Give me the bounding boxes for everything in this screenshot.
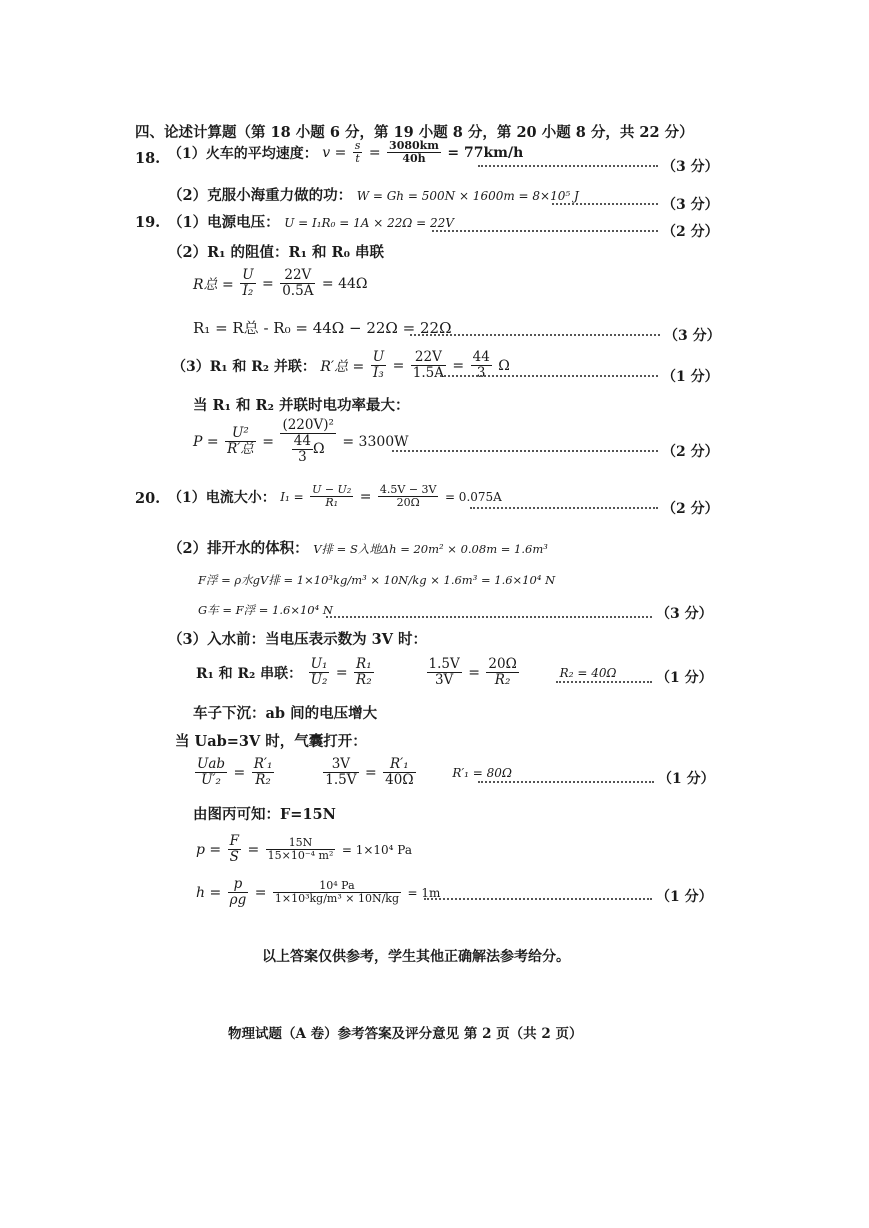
- q19-p3-label: （3）R₁ 和 R₂ 并联：: [172, 358, 316, 375]
- q20-p3-fraction-a: $\frac{\text{U₁}}{\text{U₂}}$: [310, 656, 328, 688]
- q19-p1-leader: [432, 230, 658, 232]
- q18-p1-fraction-1: $\frac{s}{t}$: [354, 139, 361, 165]
- q20-p3-equals-c: =: [468, 664, 480, 681]
- q20-p1-equals: =: [359, 488, 372, 505]
- q20-p1-fraction-2: $\frac{4.5V - 3V}{20\Omega}$: [379, 483, 437, 509]
- q20-p3-score-3: （1 分）: [656, 889, 713, 905]
- q20-p2-score: （3 分）: [656, 606, 713, 622]
- q20-p3-h-result: = 1m: [407, 885, 441, 900]
- q19-p3-p-fraction-1: $\frac{\text{U²}}{\text{R′总}}$: [227, 425, 254, 457]
- q19-p2-leader: [410, 334, 660, 336]
- q19-p2-lhs: R总 =: [193, 276, 234, 293]
- q19-p1-formula: U = I₁R₀ = 1A × 22Ω = 22V: [284, 216, 454, 230]
- q20-p3-equals-g: =: [364, 764, 377, 781]
- q19-p3-fraction-3: $\frac{44}{3}$: [472, 349, 490, 381]
- q20-p3-h-lhs: h =: [196, 884, 222, 901]
- q20-p3-fraction-h: $\frac{\text{R′₁}}{40\Omega}$: [385, 756, 414, 788]
- q19-p3-note: 当 R₁ 和 R₂ 并联时电功率最大：: [193, 397, 410, 414]
- q20-p3-leader-3: [424, 898, 652, 900]
- q20-p3-p-lhs: p =: [196, 841, 222, 858]
- q20-p3-score-1: （1 分）: [656, 670, 713, 686]
- q19-part1: [168, 214, 454, 232]
- q19-p2-rtotal: [193, 268, 368, 299]
- q19-p2-label: （2）R₁ 的阻值：R₁ 和 R₀ 串联: [168, 244, 384, 261]
- q19-p2-r1: R₁ = R总 - R₀ = 44Ω − 22Ω = 22Ω: [193, 319, 452, 337]
- q18-p1-leader: [478, 165, 658, 167]
- q18-part2: [168, 187, 579, 205]
- q19-p3-leader: [440, 375, 658, 377]
- q20-p2-formula: V排 = S入地Δh = 20m² × 0.08m = 1.6m³: [313, 542, 548, 556]
- q20-part2: [168, 540, 548, 558]
- footer-page-info: 物理试题（A 卷）参考答案及评分意见 第 2 页（共 2 页）: [228, 1026, 583, 1042]
- q20-p3-figure: 由图丙可知：F=15N: [193, 806, 336, 823]
- q20-p1-fraction-1: $\frac{\text{U − U₂}}{\text{R₁}}$: [312, 483, 352, 509]
- q19-p3-fraction-2: $\frac{22V}{1.5A}$: [412, 349, 444, 381]
- q20-p1-score: （2 分）: [662, 501, 719, 517]
- q18-p1-result: = 77km/h: [447, 144, 524, 161]
- q19-p3-power: [193, 418, 409, 465]
- q19-p1-score: （2 分）: [662, 224, 719, 240]
- q20-p3-label: （3）入水前：当电压表示数为 3V 时：: [168, 631, 428, 648]
- q20-p3-fraction-d: $\frac{20\Omega}{\text{R₂}}$: [488, 656, 517, 688]
- q20-p3-leader-1: [556, 681, 652, 683]
- q20-p3-p-fraction-2: $\frac{15N}{\text{15×10⁻⁴ m²}}$: [267, 836, 334, 862]
- q20-part1: [168, 484, 502, 509]
- q20-p3-h-fraction-2: $\frac{\text{10⁴ Pa}}{\text{1×10³kg/m³ × 10N/kg}}$: [274, 879, 400, 905]
- q18-p1-label: （1）火车的平均速度：: [168, 145, 318, 162]
- q20-p1-label: （1）电流大小：: [168, 489, 276, 506]
- section-title: 四、论述计算题（第 18 小题 6 分，第 19 小题 8 分，第 20 小题 8 分，共 22 分）: [135, 124, 694, 141]
- q19-p3-p-result: = 3300W: [342, 433, 409, 450]
- q18-p1-score: （3 分）: [662, 159, 719, 175]
- q20-p3-h-fraction-1: $\frac{p}{\rho g}$: [229, 876, 247, 908]
- q18-p2-score: （3 分）: [662, 197, 719, 213]
- q20-p3-r2: R₂ = 40Ω: [559, 665, 617, 680]
- q19-number: 19.: [135, 214, 161, 231]
- q20-p2-leader: [326, 616, 652, 618]
- q20-p3-h-equals: =: [254, 884, 267, 901]
- q18-number: 18.: [135, 150, 161, 167]
- q20-p3-p-fraction-1: $\frac{F}{S}$: [229, 833, 239, 865]
- q20-p2-label: （2）排开水的体积：: [168, 540, 309, 557]
- q19-p3-lhs: R′总 =: [320, 358, 365, 375]
- q19-p3-p-score: （2 分）: [662, 444, 719, 460]
- q19-p3-score: （1 分）: [662, 369, 719, 385]
- q18-p1-equals: =: [368, 144, 381, 161]
- q20-p3-fraction-f: $\frac{\text{R′₁}}{\text{R₂}}$: [253, 756, 273, 788]
- q19-p2-fraction-2: $\frac{22V}{0.5A}$: [282, 267, 314, 299]
- q19-p3-p-equals: =: [262, 433, 274, 450]
- q20-p3-p-result: = 1×10⁴ Pa: [341, 842, 412, 857]
- q20-p3-leader-2: [478, 781, 654, 783]
- q18-p2-formula: W = Gh = 500N × 1600m = 8×10⁵ J: [356, 189, 579, 203]
- q20-p3-equals-a: =: [335, 664, 348, 681]
- q19-p1-label: （1）电源电压：: [168, 214, 280, 231]
- q20-p3-p-equals: =: [247, 841, 260, 858]
- q18-p1-lhs: v =: [322, 144, 347, 161]
- q20-p3-depth: [196, 877, 440, 908]
- q19-p3-p-fraction-2: (220V)² $\frac{44}{3}$ Ω: [282, 417, 334, 465]
- q18-part1: [168, 140, 523, 165]
- q19-p3-equals-2: =: [452, 357, 465, 374]
- q18-p2-leader: [552, 203, 658, 205]
- q20-p3-fraction-e: $\frac{\text{Uab}}{\text{U′₂}}$: [197, 756, 226, 788]
- q19-p3-p-lhs: P =: [193, 433, 219, 450]
- q20-p3-series: [196, 657, 616, 688]
- q19-p2-fraction-1: $\frac{U}{\text{I₂}}$: [242, 267, 254, 299]
- q19-p3-unit: Ω: [498, 357, 510, 374]
- q20-p1-leader: [470, 507, 658, 509]
- q19-p3-p-leader: [392, 450, 658, 452]
- q20-p3-fraction-b: $\frac{\text{R₁}}{\text{R₂}}$: [356, 656, 372, 688]
- q20-p3-score-2: （1 分）: [658, 771, 715, 787]
- q19-p3-equals: =: [392, 357, 405, 374]
- q19-p2-result: = 44Ω: [321, 275, 368, 292]
- q20-p3-fraction-g: $\frac{3V}{1.5V}$: [325, 756, 357, 788]
- q19-p2-score: （3 分）: [664, 328, 721, 344]
- q19-p2-equals: =: [262, 275, 274, 292]
- q20-p3-series-label: R₁ 和 R₂ 串联：: [196, 665, 303, 682]
- q20-p3-pressure: [196, 834, 412, 865]
- q18-p1-fraction-2: $\frac{3080km}{40h}$: [389, 139, 439, 165]
- footer-note: 以上答案仅供参考，学生其他正确解法参考给分。: [262, 949, 570, 965]
- q18-p2-label: （2）克服小海重力做的功：: [168, 187, 353, 204]
- q19-p3-fraction-1: $\frac{U}{\text{I₃}}$: [372, 349, 385, 381]
- q20-p1-result: = 0.075A: [444, 489, 502, 504]
- q20-p2-buoyancy: F浮 = ρ水gV排 = 1×10³kg/m³ × 10N/kg × 1.6m³ = 1.6×10⁴ N: [198, 573, 556, 587]
- q20-p3-sink: 车子下沉：ab 间的电压增大: [193, 705, 378, 722]
- q20-p3-ratio: [193, 757, 512, 788]
- q20-p2-weight: G车 = F浮 = 1.6×10⁴ N: [198, 603, 333, 617]
- q20-p3-fraction-c: $\frac{1.5V}{3V}$: [428, 656, 460, 688]
- q20-p3-r1: R′₁ = 80Ω: [452, 765, 512, 780]
- q20-p1-lhs: I₁ =: [280, 489, 304, 504]
- q20-number: 20.: [135, 490, 161, 507]
- q20-p3-when: 当 Uab=3V 时，气囊打开：: [175, 733, 367, 750]
- q20-p3-equals-e: =: [233, 764, 246, 781]
